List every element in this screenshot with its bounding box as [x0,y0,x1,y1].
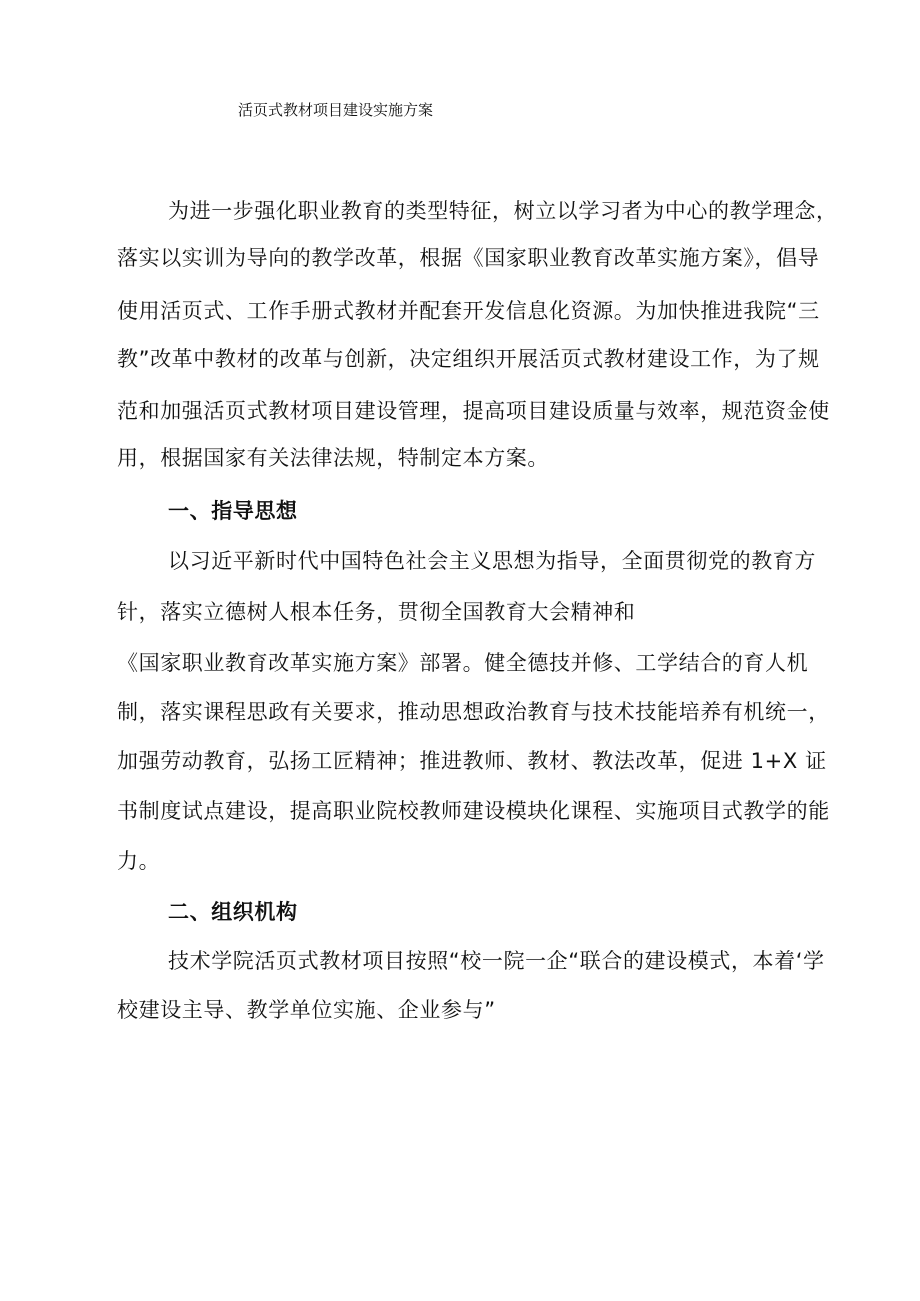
section-heading-guiding-ideology: 一、指导思想 [168,499,298,523]
section2-line: 校建设主导、教学单位实施、企业参与” [117,998,496,1022]
section2-line: 技术学院活页式教材项目按照“校一院一企“联合的建设模式，本着‘学 [168,949,825,973]
section1-line: 《国家职业教育改革实施方案》部署。健全德技并修、工学结合的育人机 [117,651,809,675]
section1-line: 加强劳动教育，弘扬工匠精神；推进教师、教材、教法改革，促进 1+X 证 [117,749,827,773]
section1-line: 制，落实课程思政有关要求，推动思想政治教育与技术技能培养有机统一， [117,700,830,724]
section1-line: 针，落实立德树人根本任务，贯彻全国教育大会精神和 [117,600,636,624]
document-title: 活页式教材项目建设实施方案 [238,101,434,119]
intro-line: 使用活页式、工作手册式教材并配套开发信息化资源。为加快推进我院“三 [117,299,820,323]
section1-line: 书制度试点建设，提高职业院校教师建设模块化课程、实施项目式教学的能 [117,799,830,823]
intro-line: 用，根据国家有关法律法规，特制定本方案。 [117,446,549,470]
section1-line: 力。 [117,849,161,873]
intro-line: 范和加强活页式教材项目建设管理，提高项目建设质量与效率，规范资金使 [117,399,830,423]
intro-line: 为进一步强化职业教育的类型特征，树立以学习者为中心的教学理念， [168,199,838,223]
intro-line: 落实以实训为导向的教学改革，根据《国家职业教育改革实施方案》，倡导 [117,246,820,270]
section-heading-organization: 二、组织机构 [168,900,298,924]
intro-line: 教”改革中教材的改革与创新，决定组织开展活页式教材建设工作，为了规 [117,347,820,371]
section1-line: 以习近平新时代中国特色社会主义思想为指导，全面贯彻党的教育方 [168,549,816,573]
